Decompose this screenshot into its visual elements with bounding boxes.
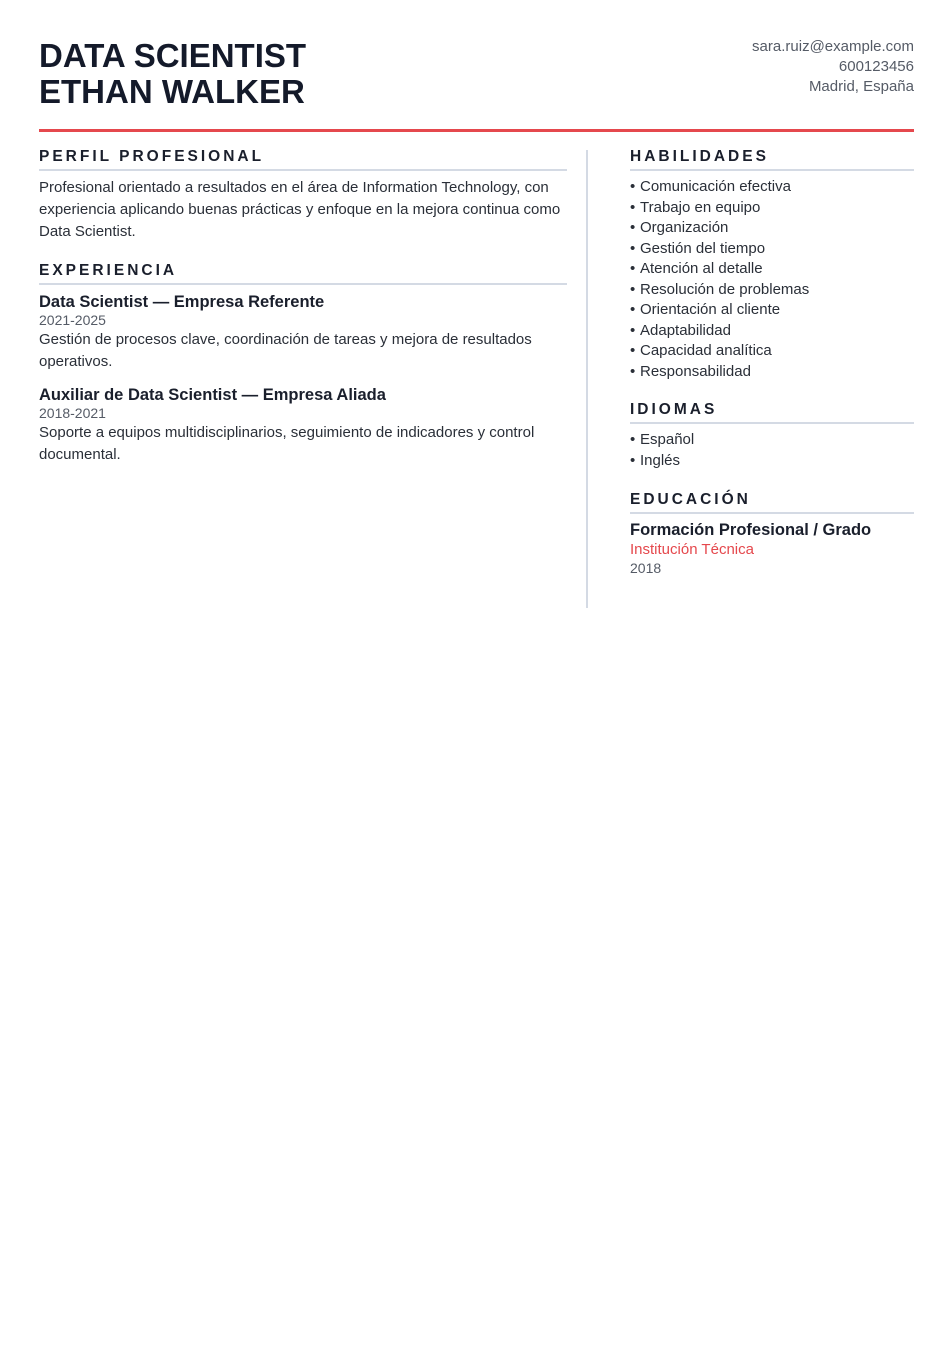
job-entry [39,385,567,466]
job-title: Auxiliar de Data Scientist — Empresa Aliada [39,386,386,404]
skill-item: • Adaptabilidad [630,321,914,342]
languages-section [630,401,914,471]
skills-heading: HABILIDADES [630,148,914,171]
contact-location: Madrid, España [808,78,914,95]
bullet-icon: • [630,451,636,469]
job-dates: 2021-2025 [39,312,106,328]
skill-item: • Organización [630,218,914,239]
skill-item: • Trabajo en equipo [630,198,914,219]
profile-text: Profesional orientado a resultados en el área de Information Technology, con experiencia aplicando buenas prácticas y enfoque en la mejora continua como Data Scientist. [39,179,561,240]
bullet-icon: • [630,178,636,195]
skill-item: • Comunicación efectiva [630,177,914,198]
name-block [39,38,306,110]
contact-phone: 600123456 [838,58,914,75]
education-section [630,491,914,578]
skill-item: • Orientación al cliente [630,300,914,321]
job-description: Soporte a equipos multidisciplinarios, seguimiento de indicadores y control documental. [39,424,535,463]
contact-info [752,37,914,97]
resume-page [39,37,914,576]
skill-item: • Atención al detalle [630,259,914,280]
education-heading: EDUCACIÓN [630,491,914,514]
left-column [39,148,567,466]
education-institution: Institución Técnica [630,541,754,558]
bullet-icon: • [630,280,636,298]
contact-email: sara.ruiz@example.com [752,38,914,55]
skill-item: • Resolución de problemas [630,280,914,301]
job-title: Data Scientist — Empresa Referente [39,293,325,311]
bullet-icon: • [630,362,636,380]
profile-section [39,148,567,243]
job-entry [39,292,567,373]
languages-list [630,430,914,471]
languages-heading: IDIOMAS [630,401,914,424]
profile-heading: PERFIL PROFESIONAL [39,148,567,171]
bullet-icon: • [630,301,636,318]
column-divider [586,150,588,608]
experience-section [39,262,567,466]
bullet-icon: • [630,431,636,448]
header-accent-rule [39,129,914,132]
job-title-heading: DATA SCIENTIST [39,37,307,74]
language-item: • Inglés [630,451,914,472]
content-columns [39,148,914,576]
bullet-icon: • [630,239,636,257]
bullet-icon: • [630,260,636,277]
skills-list [630,177,914,382]
skill-item: • Gestión del tiempo [630,239,914,260]
job-description: Gestión de procesos clave, coordinación de tareas y mejora de resultados operativos. [39,331,532,370]
job-dates: 2018-2021 [39,405,106,421]
language-item: • Español [630,430,914,451]
education-year: 2018 [630,560,662,576]
bullet-icon: • [630,321,636,339]
skill-item: • Capacidad analítica [630,341,914,362]
skill-item: • Responsabilidad [630,362,914,383]
bullet-icon: • [630,198,636,216]
right-column [630,148,914,578]
education-degree: Formación Profesional / Grado [630,521,872,539]
bullet-icon: • [630,342,636,359]
skills-section [630,148,914,382]
person-name: ETHAN WALKER [39,73,305,110]
resume-header [39,38,914,127]
bullet-icon: • [630,219,636,236]
experience-heading: EXPERIENCIA [39,262,567,285]
